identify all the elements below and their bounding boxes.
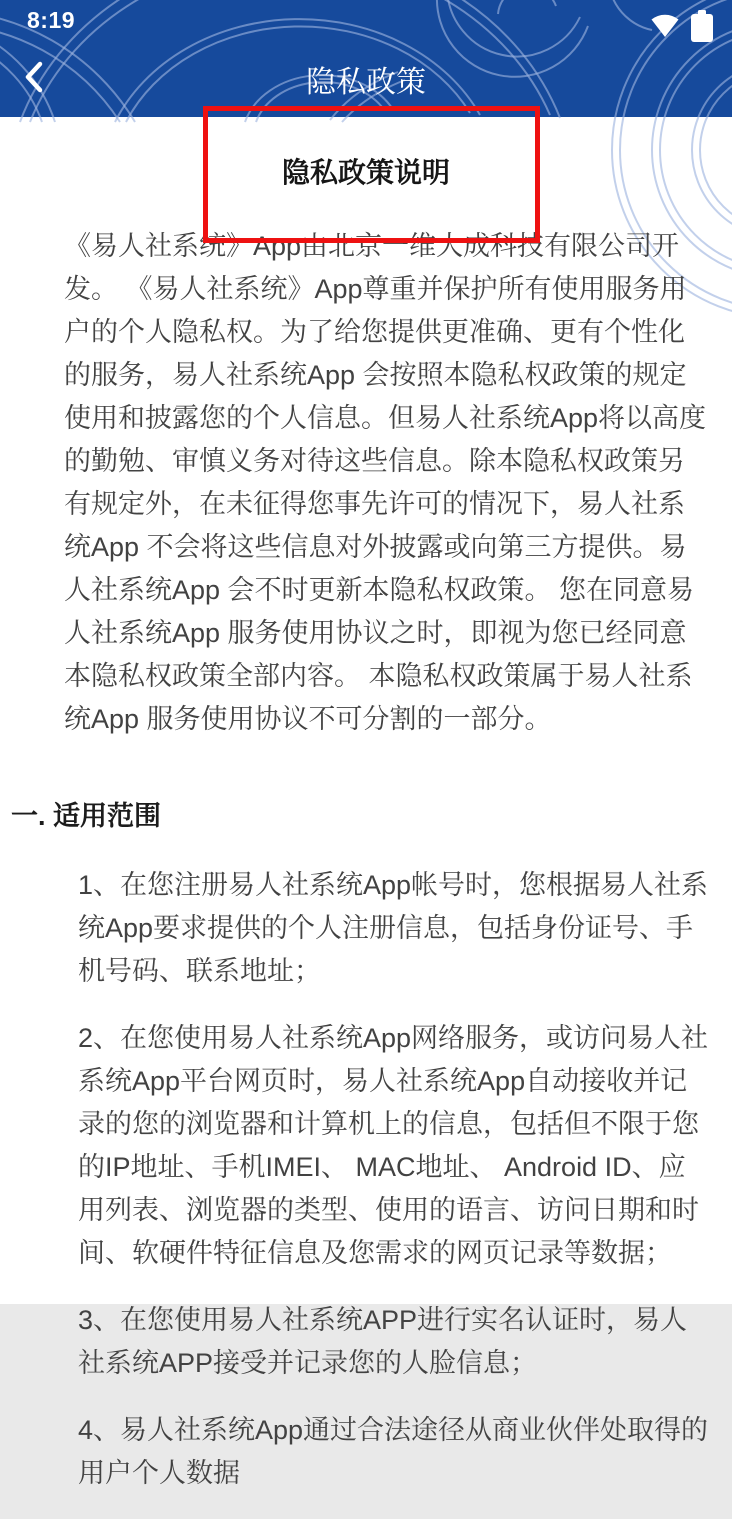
status-bar — [0, 0, 732, 46]
section-1-heading: 一. 适用范围 — [11, 801, 162, 831]
status-time: 8:19 — [27, 7, 76, 33]
battery-icon — [690, 10, 714, 43]
section-1-item: 2、在您使用易人社系统App网络服务，或访问易人社系统App平台网页时，易人社系统App自动接收并记录的您的浏览器和计算机上的信息，包括但不限于您的IP地址、手机IMEI、 MAC地址、 Android ID、应用列表、浏览器的类型、使用的语言、访问日期和时间、软硬件特征信息及您需求的网页记录等数据； — [78, 1023, 709, 1268]
app-header — [0, 0, 732, 117]
status-icons — [650, 10, 714, 43]
wifi-icon — [650, 10, 680, 38]
section-1-item: 4、易人社系统App通过合法途径从商业伙伴处取得的用户个人数据 — [78, 1415, 709, 1488]
highlight-box — [203, 106, 540, 243]
page-title: 隐私政策 — [306, 66, 426, 99]
document-title: 隐私政策说明 — [281, 157, 450, 188]
intro-paragraph: 《易人社系统》App由北京一维大成科技有限公司开发。 《易人社系统》App尊重并保护所有使用服务用户的个人隐私权。为了给您提供更准确、更有个性化的服务，易人社系统App 会按照本隐私权政策的规定使用和披露您的个人信息。但易人社系统App将以高度的勤勉、审慎义务对待这些信息。除本隐私权政策另有规定外，在未征得您事先许可的情况下，易人社系统App 不会将这些信息对外披露或向第三方提供。易人社系统App 会不时更新本隐私权政策。 您在同意易人社系统App 服务使用协议之时，即视为您已经同意本隐私权政策全部内容。 本隐私权政策属于易人社系统App 服务使用协议不可分割的一部分。 — [64, 231, 707, 734]
section-1-item: 1、在您注册易人社系统App帐号时，您根据易人社系统App要求提供的个人注册信息，包括身份证号、手机号码、联系地址； — [78, 870, 709, 986]
section-1-item: 3、在您使用易人社系统APP进行实名认证时，易人社系统APP接受并记录您的人脸信息； — [78, 1305, 688, 1378]
policy-document[interactable] — [0, 117, 732, 1519]
nav-bar — [0, 50, 732, 105]
